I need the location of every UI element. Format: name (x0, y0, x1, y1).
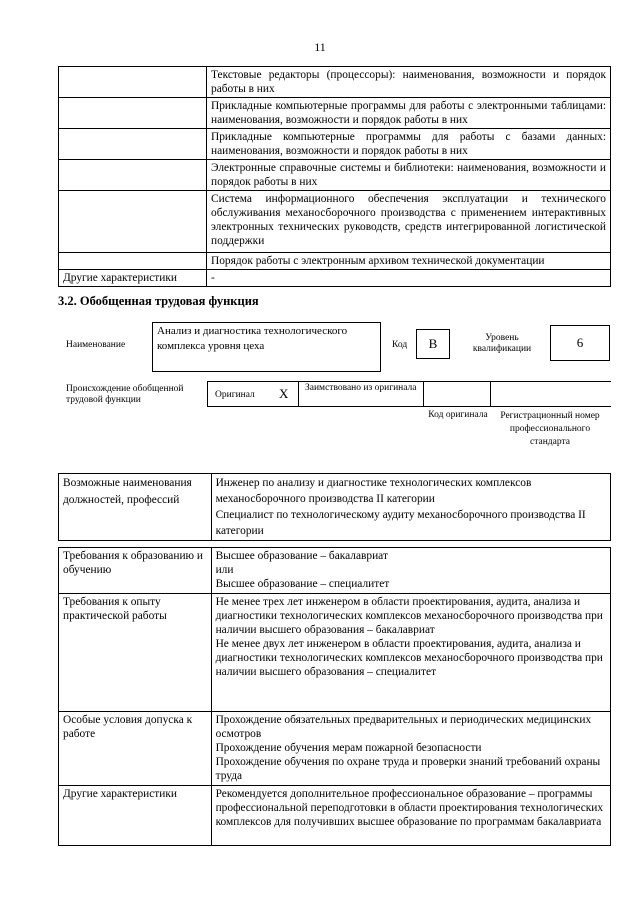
row-label (59, 160, 207, 191)
row-text: - (207, 270, 611, 287)
experience-line: Не менее двух лет инженером в области проектирования, аудита, анализа и диагностики технологических комплексов механосборочного производства при наличии высшего образования – специалитет (215, 638, 603, 678)
name-label: Наименование (66, 340, 126, 350)
function-name-box: Анализ и диагностика технологического комплекса уровня цеха (152, 322, 381, 372)
admission-line: Прохождение обучения по охране труда и проверки знаний требований охраны труда (215, 756, 601, 782)
table-row (59, 98, 611, 129)
education-label: Требования к образованию и обучению (59, 548, 212, 594)
divider (490, 381, 491, 407)
admission-line: Прохождение обязательных предварительных и периодических медицинских осмотров (215, 714, 592, 740)
divider (298, 381, 299, 407)
borrowed-label: Заимствовано из оригинала (305, 383, 417, 393)
row-label (59, 67, 207, 98)
row-label (59, 253, 207, 270)
row-text: Текстовые редакторы (процессоры): наименования, возможности и порядок работы в них (207, 67, 611, 98)
row-text: Порядок работы с электронным архивом технической документации (207, 253, 611, 270)
table-row (59, 67, 611, 98)
section-title: 3.2. Обобщенная трудовая функция (58, 294, 259, 308)
level-box: 6 (550, 325, 610, 361)
table-row (59, 270, 611, 287)
row-label (59, 191, 207, 253)
row-text: Прикладные компьютерные программы для работы с базами данных: наименования, возможности и порядок работы в них (207, 129, 611, 160)
other-line: Рекомендуется дополнительное профессиональное образование – программы профессиональной переподготовки в области проектирования технологических комплексов для получивших высшее образование по программам бакалавриата (215, 788, 604, 828)
table-row (59, 474, 611, 541)
table-row (59, 712, 611, 786)
code-box: В (416, 329, 450, 359)
table-row (59, 129, 611, 160)
positions-table (58, 473, 611, 541)
position-line: Специалист по технологическому аудиту механосборочного производства II категории (215, 509, 586, 537)
row-text: Система информационного обеспечения эксплуатации и технического обслуживания механосборочного производства с применением интерактивных электронных технических руководств, средств интегрированной логистической поддержки (207, 191, 611, 253)
code-label: Код (392, 340, 408, 350)
education-line: или (215, 564, 234, 576)
positions-cell (211, 474, 610, 541)
education-cell (211, 548, 610, 594)
table-row (59, 548, 611, 594)
original-mark: X (279, 386, 289, 401)
requirements-table (58, 547, 611, 846)
row-label (59, 98, 207, 129)
positions-label: Возможные наименования должностей, профессий (59, 474, 212, 541)
education-line: Высшее образование – специалитет (215, 578, 390, 590)
reg-number-label: Регистрационный номер профессионального стандарта (500, 411, 600, 447)
other-label: Другие характеристики (59, 786, 212, 846)
admission-cell (211, 712, 610, 786)
table-row (59, 594, 611, 712)
row-label (59, 129, 207, 160)
position-line: Инженер по анализу и диагностике технологических комплексов механосборочного производства II категории (215, 477, 532, 505)
level-label: Уровень квалификации (472, 333, 532, 354)
experience-line: Не менее трех лет инженером в области проектирования, аудита, анализа и диагностики технологических комплексов механосборочного производства при наличии высшего образования – бакалавриат (215, 596, 603, 636)
other-cell (211, 786, 610, 846)
code-original-label: Код оригинала (428, 410, 488, 420)
knowledge-table (58, 66, 611, 287)
education-line: Высшее образование – бакалавриат (215, 550, 388, 562)
table-row (59, 191, 611, 253)
divider (423, 381, 424, 407)
row-label: Другие характеристики (59, 270, 207, 287)
experience-cell (211, 594, 610, 712)
original-label: Оригинал (215, 390, 255, 400)
origin-label: Происхождение обобщенной трудовой функции (66, 384, 184, 405)
admission-label: Особые условия допуска к работе (59, 712, 212, 786)
table-row (59, 786, 611, 846)
row-text: Электронные справочные системы и библиотеки: наименования, возможности и порядок работы в них (207, 160, 611, 191)
page-number: 11 (314, 40, 326, 54)
admission-line: Прохождение обучения мерам пожарной безопасности (215, 742, 482, 754)
row-text: Прикладные компьютерные программы для работы с электронными таблицами: наименования, возможности и порядок работы в них (207, 98, 611, 129)
table-row (59, 160, 611, 191)
experience-label: Требования к опыту практической работы (59, 594, 212, 712)
table-row (59, 253, 611, 270)
